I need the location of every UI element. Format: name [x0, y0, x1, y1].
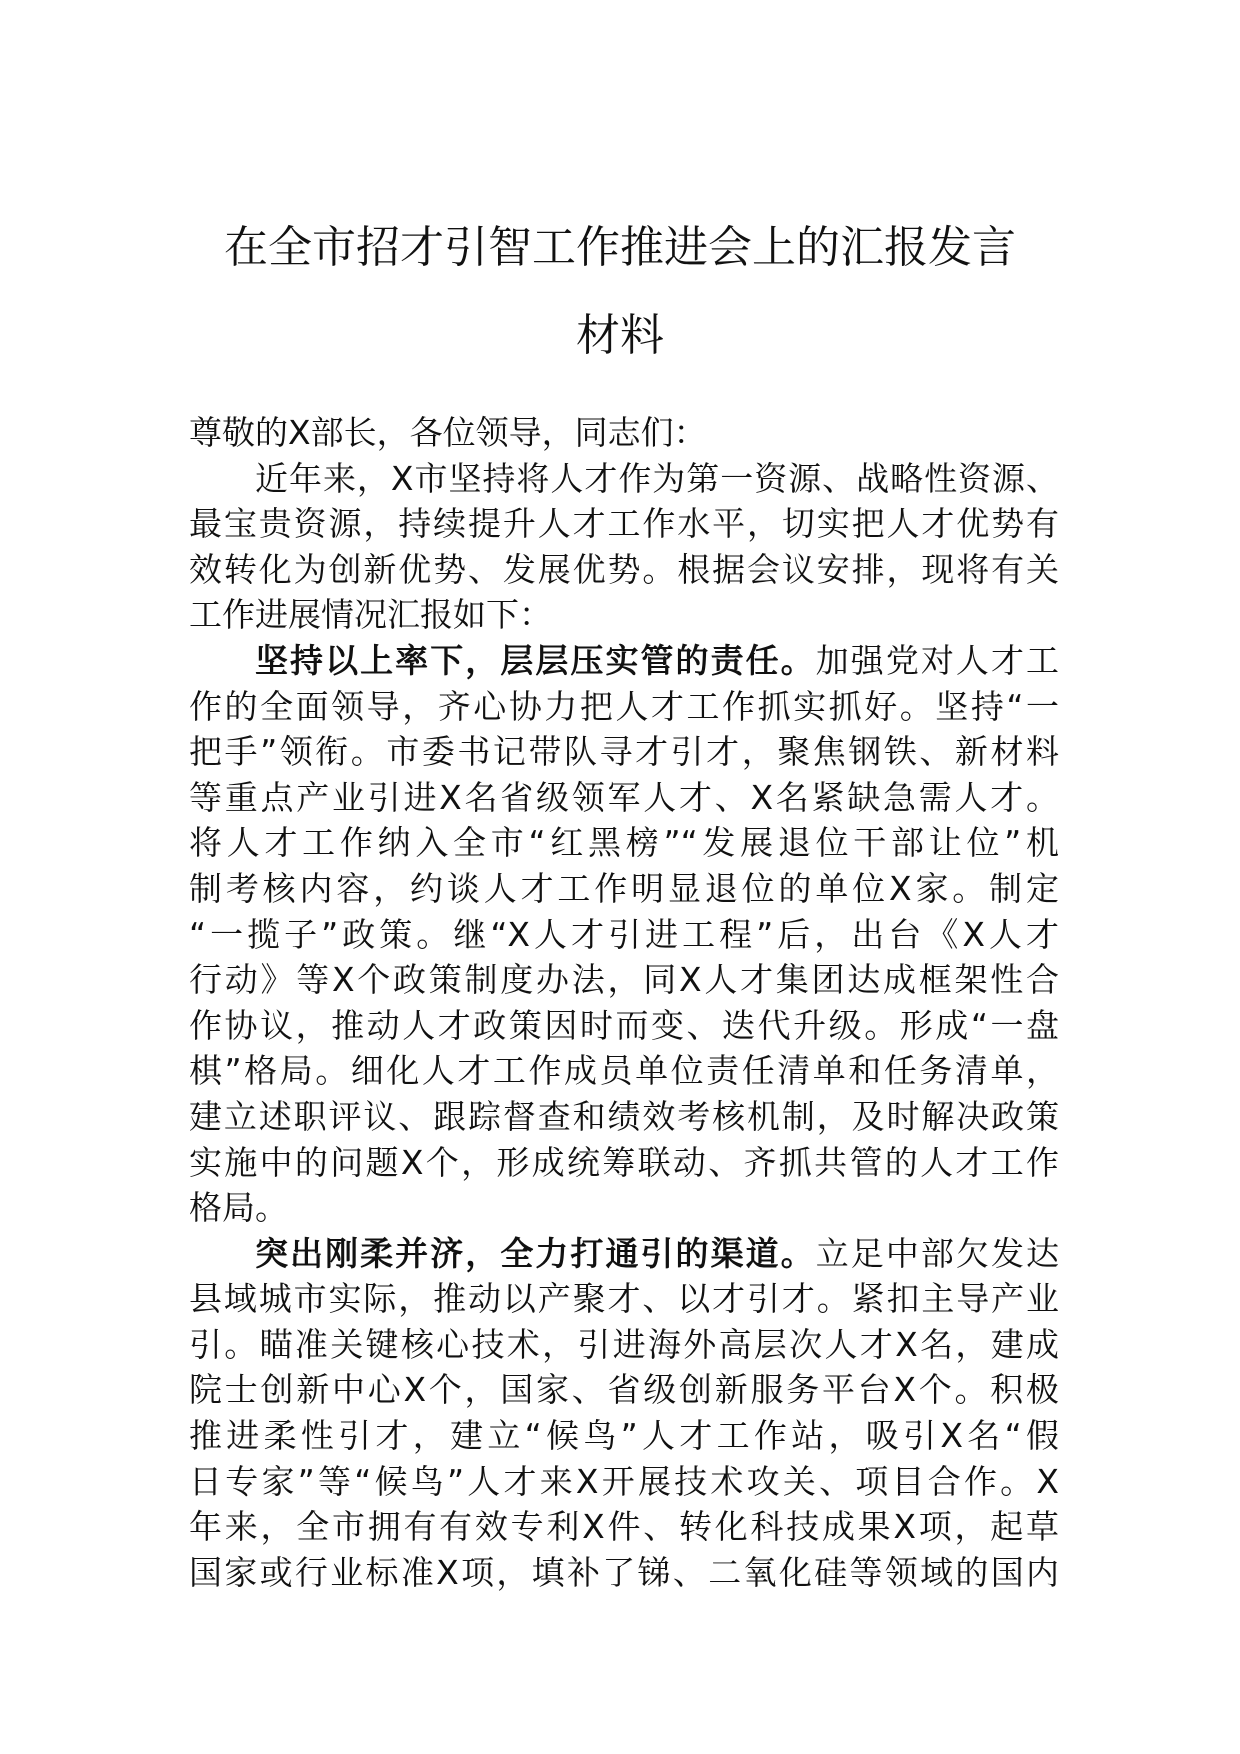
body-line-text: 将人才工作纳入全市“红黑榜”“发展退位干部让位”机 [189, 823, 1059, 863]
body-line [189, 1094, 1059, 1140]
body-line-text: 日专家”等“候鸟”人才来X开展技术攻关、项目合作。X [189, 1461, 1059, 1501]
body-line-text: 近年来，X市坚持将人才作为第一资源、战略性资源、 [255, 458, 1059, 498]
body-line-text: 推进柔性引才，建立“候鸟”人才工作站，吸引X名“假 [189, 1416, 1059, 1456]
body-line-text: 作的全面领导，齐心协力把人才工作抓实抓好。坚持“一 [189, 686, 1059, 726]
section-heading: 突出刚柔并济，全力打通引的渠道。 [255, 1233, 816, 1273]
body-line [189, 456, 1059, 502]
document-title-line-2: 材料 [576, 310, 664, 361]
body-line-text: 院士创新中心X个，国家、省级创新服务平台X个。积极 [189, 1370, 1059, 1410]
body-line-text: 县域城市实际，推动以产聚才、以才引才。紧扣主导产业 [189, 1279, 1059, 1319]
body-line [189, 1413, 1059, 1459]
body-line [189, 866, 1059, 912]
body-line-text: 年来，全市拥有有效专利X件、转化科技成果X项，起草 [189, 1507, 1059, 1547]
body-line-text: 作协议，推动人才政策因时而变、迭代升级。形成“一盘 [189, 1005, 1059, 1045]
document-title-line-1: 在全市招才引智工作推进会上的汇报发言 [224, 222, 1016, 273]
body-line [189, 775, 1059, 821]
body-line [189, 1367, 1059, 1413]
body-line [189, 684, 1059, 730]
body-line-text: 把手”领衔。市委书记带队寻才引才，聚焦钢铁、新材料 [189, 732, 1059, 772]
body-line [189, 1003, 1059, 1049]
body-line [189, 1322, 1059, 1368]
body-line [189, 1550, 1059, 1596]
body-line-text: 加强党对人才工 [815, 640, 1060, 680]
body-line [189, 820, 1059, 866]
body-line [189, 592, 1059, 638]
body-line [189, 1276, 1059, 1322]
body-line [189, 1459, 1059, 1505]
body-line [189, 501, 1059, 547]
body-line [189, 912, 1059, 958]
body-line [189, 547, 1059, 593]
body-line-text: 国家或行业标准X项，填补了锑、二氧化硅等领域的国内 [189, 1552, 1059, 1592]
body-line-text: 尊敬的X部长，各位领导，同志们： [189, 413, 707, 452]
body-line [189, 638, 1059, 684]
document-body [189, 410, 1059, 1595]
body-line-text: 等重点产业引进X名省级领军人才、X名紧缺急需人才。 [189, 777, 1059, 817]
body-line [189, 1185, 1059, 1231]
body-line [189, 1140, 1059, 1186]
body-line [189, 1231, 1059, 1277]
body-line-text: 引。瞄准关键核心技术，引进海外高层次人才X名，建成 [189, 1324, 1059, 1364]
section-heading: 坚持以上率下，层层压实管的责任。 [255, 640, 816, 680]
body-line-text: 工作进展情况汇报如下： [189, 595, 552, 635]
body-line [189, 1048, 1059, 1094]
body-line [189, 410, 1059, 456]
body-line-text: 棋”格局。细化人才工作成员单位责任清单和任务清单， [189, 1051, 1059, 1091]
body-line-text: 格局。 [189, 1188, 288, 1228]
body-line [189, 957, 1059, 1003]
body-line-text: 制考核内容，约谈人才工作明显退位的单位X家。制定 [189, 868, 1059, 908]
body-line-text: “一揽子”政策。继“X人才引进工程”后，出台《X人才 [189, 914, 1059, 954]
body-line-text: 立足中部欠发达 [815, 1233, 1060, 1273]
body-line-text: 最宝贵资源，持续提升人才工作水平，切实把人才优势有 [189, 504, 1059, 544]
body-line-text: 建立述职评议、跟踪督查和绩效考核机制，及时解决政策 [189, 1096, 1059, 1136]
body-line-text: 实施中的问题X个，形成统筹联动、齐抓共管的人才工作 [189, 1142, 1059, 1182]
body-line [189, 1504, 1059, 1550]
body-line-text: 行动》等X个政策制度办法，同X人才集团达成框架性合 [189, 960, 1059, 1000]
body-line [189, 729, 1059, 775]
body-line-text: 效转化为创新优势、发展优势。根据会议安排，现将有关 [189, 549, 1059, 589]
